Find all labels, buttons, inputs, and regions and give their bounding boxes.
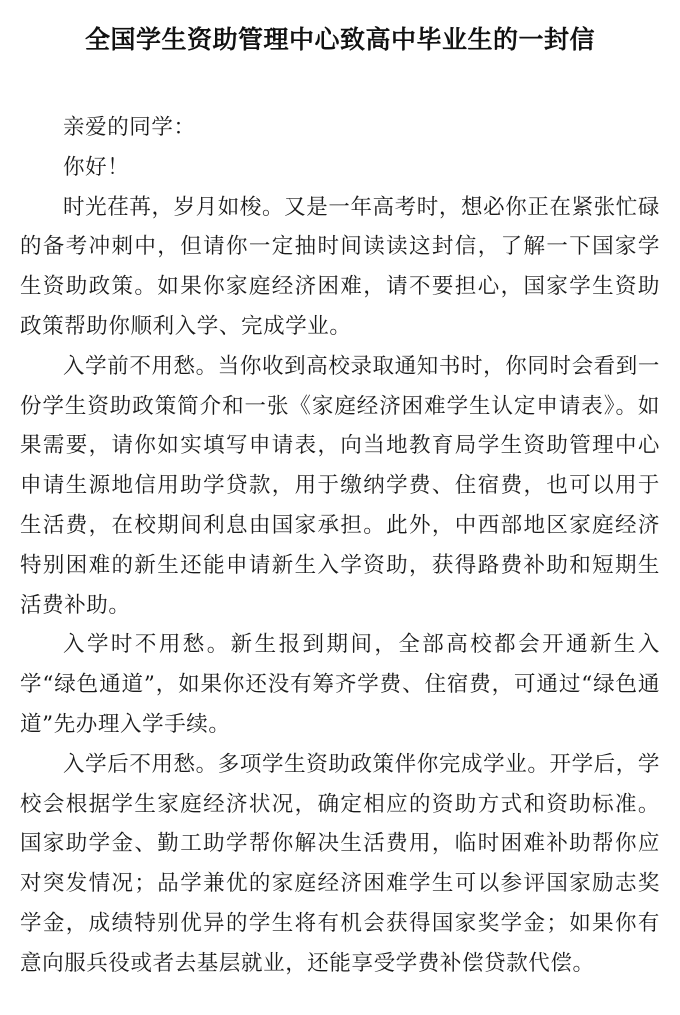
salutation: 亲爱的同学： (63, 115, 196, 140)
paragraph-during-enrollment: 入学时不用愁。新生报到期间，全部高校都会开通新生入学“绿色通道”，如果你还没有筹齐学费、住宿费，可通过“绿色通道”先办理入学手续。 (20, 632, 660, 737)
greeting: 你好！ (63, 154, 130, 180)
letter-title: 全国学生资助管理中心致高中毕业生的一封信 (84, 25, 595, 54)
paragraph-after-enrollment: 入学后不用愁。多项学生资助政策伴你完成学业。开学后，学校会根据学生家庭经济状况，确定相应的资助方式和资助标准。国家助学金、勤工助学帮你解决生活费用，临时困难补助帮你应对突发情况；品学兼优的家庭经济困难学生可以参评国家励志奖学金，成绩特别优异的学生将有机会获得国家奖学金；如果你有意向服兵役或者去基层就业，还能享受学费补偿贷款代偿。 (20, 751, 660, 976)
letter-body (20, 108, 660, 984)
paragraph-before-enrollment: 入学前不用愁。当你收到高校录取通知书时，你同时会看到一份学生资助政策简介和一张《家庭经济困难学生认定申请表》。如果需要，请你如实填写申请表，向当地教育局学生资助管理中心申请生源地信用助学贷款，用于缴纳学费、住宿费，也可以用于生活费，在校期间利息由国家承担。此外，中西部地区家庭经济特别困难的新生还能申请新生入学资助，获得路费补助和短期生活费补助。 (20, 353, 660, 618)
paragraph-intro: 时光荏苒，岁月如梭。又是一年高考时，想必你正在紧张忙碌的备考冲刺中，但请你一定抽时间读读这封信，了解一下国家学生资助政策。如果你家庭经济困难，请不要担心，国家学生资助政策帮助你顺利入学、完成学业。 (20, 194, 660, 339)
